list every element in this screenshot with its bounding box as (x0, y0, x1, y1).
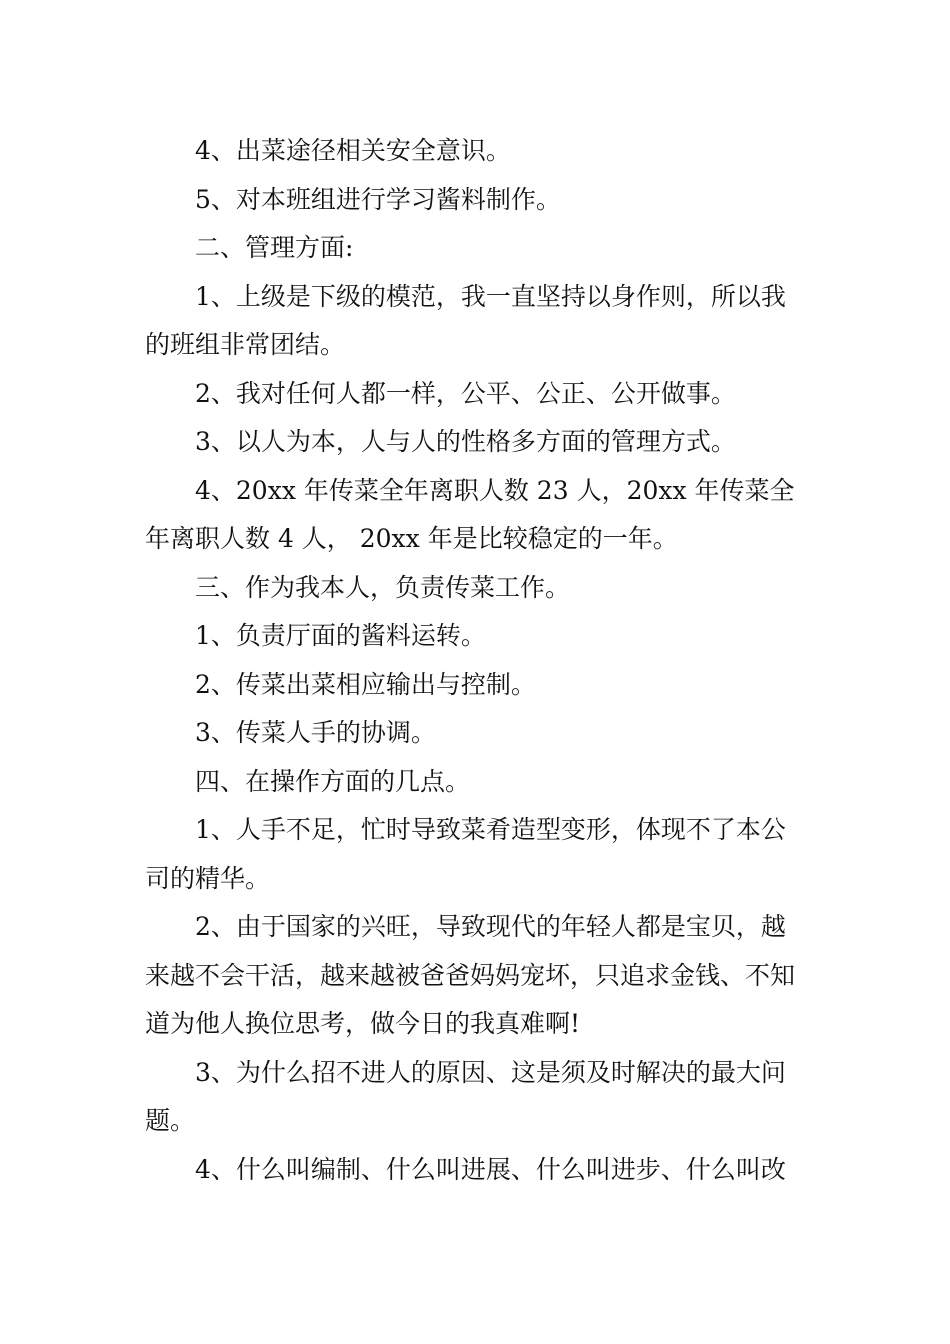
paragraph-16: 4、什么叫编制、什么叫进展、什么叫进步、什么叫改 (195, 1154, 786, 1184)
paragraph-6: 3、以人为本，人与人的性格多方面的管理方式。 (195, 427, 736, 456)
paragraph-9: 1、负责厅面的酱料运转。 (195, 621, 486, 650)
section-heading-management: 二、管理方面: (195, 233, 354, 262)
section-heading-operations: 四、在操作方面的几点。 (195, 766, 471, 796)
document-body (145, 127, 810, 1194)
paragraph-10: 2、传菜出菜相应输出与控制。 (195, 669, 536, 699)
section-heading-responsibility: 三、作为我本人，负责传菜工作。 (195, 572, 571, 602)
paragraph-15: 3、为什么招不进人的原因、这是须及时解决的最大问题。 (145, 1057, 786, 1135)
paragraph-5: 2、我对任何人都一样，公平、公正、公开做事。 (195, 378, 736, 408)
paragraph-14: 2、由于国家的兴旺，导致现代的年轻人都是宝贝，越来越不会干活，越来越被爸爸妈妈宠坏，只追求金钱、不知道为他人换位思考，做今日的我真难啊! (145, 912, 796, 1038)
paragraph-7: 4、20xx 年传菜全年离职人数 23 人，20xx 年传菜全年离职人数 4 人， 20xx 年是比较稳定的一年。 (145, 475, 795, 553)
paragraph-13: 1、人手不足，忙时导致菜肴造型变形，体现不了本公司的精华。 (145, 815, 786, 893)
paragraph-2: 5、对本班组进行学习酱料制作。 (195, 184, 561, 214)
paragraph-1: 4、出菜途径相关安全意识。 (195, 136, 511, 165)
paragraph-11: 3、传菜人手的协调。 (195, 718, 436, 747)
paragraph-4: 1、上级是下级的模范，我一直坚持以身作则，所以我的班组非常团结。 (145, 281, 786, 359)
